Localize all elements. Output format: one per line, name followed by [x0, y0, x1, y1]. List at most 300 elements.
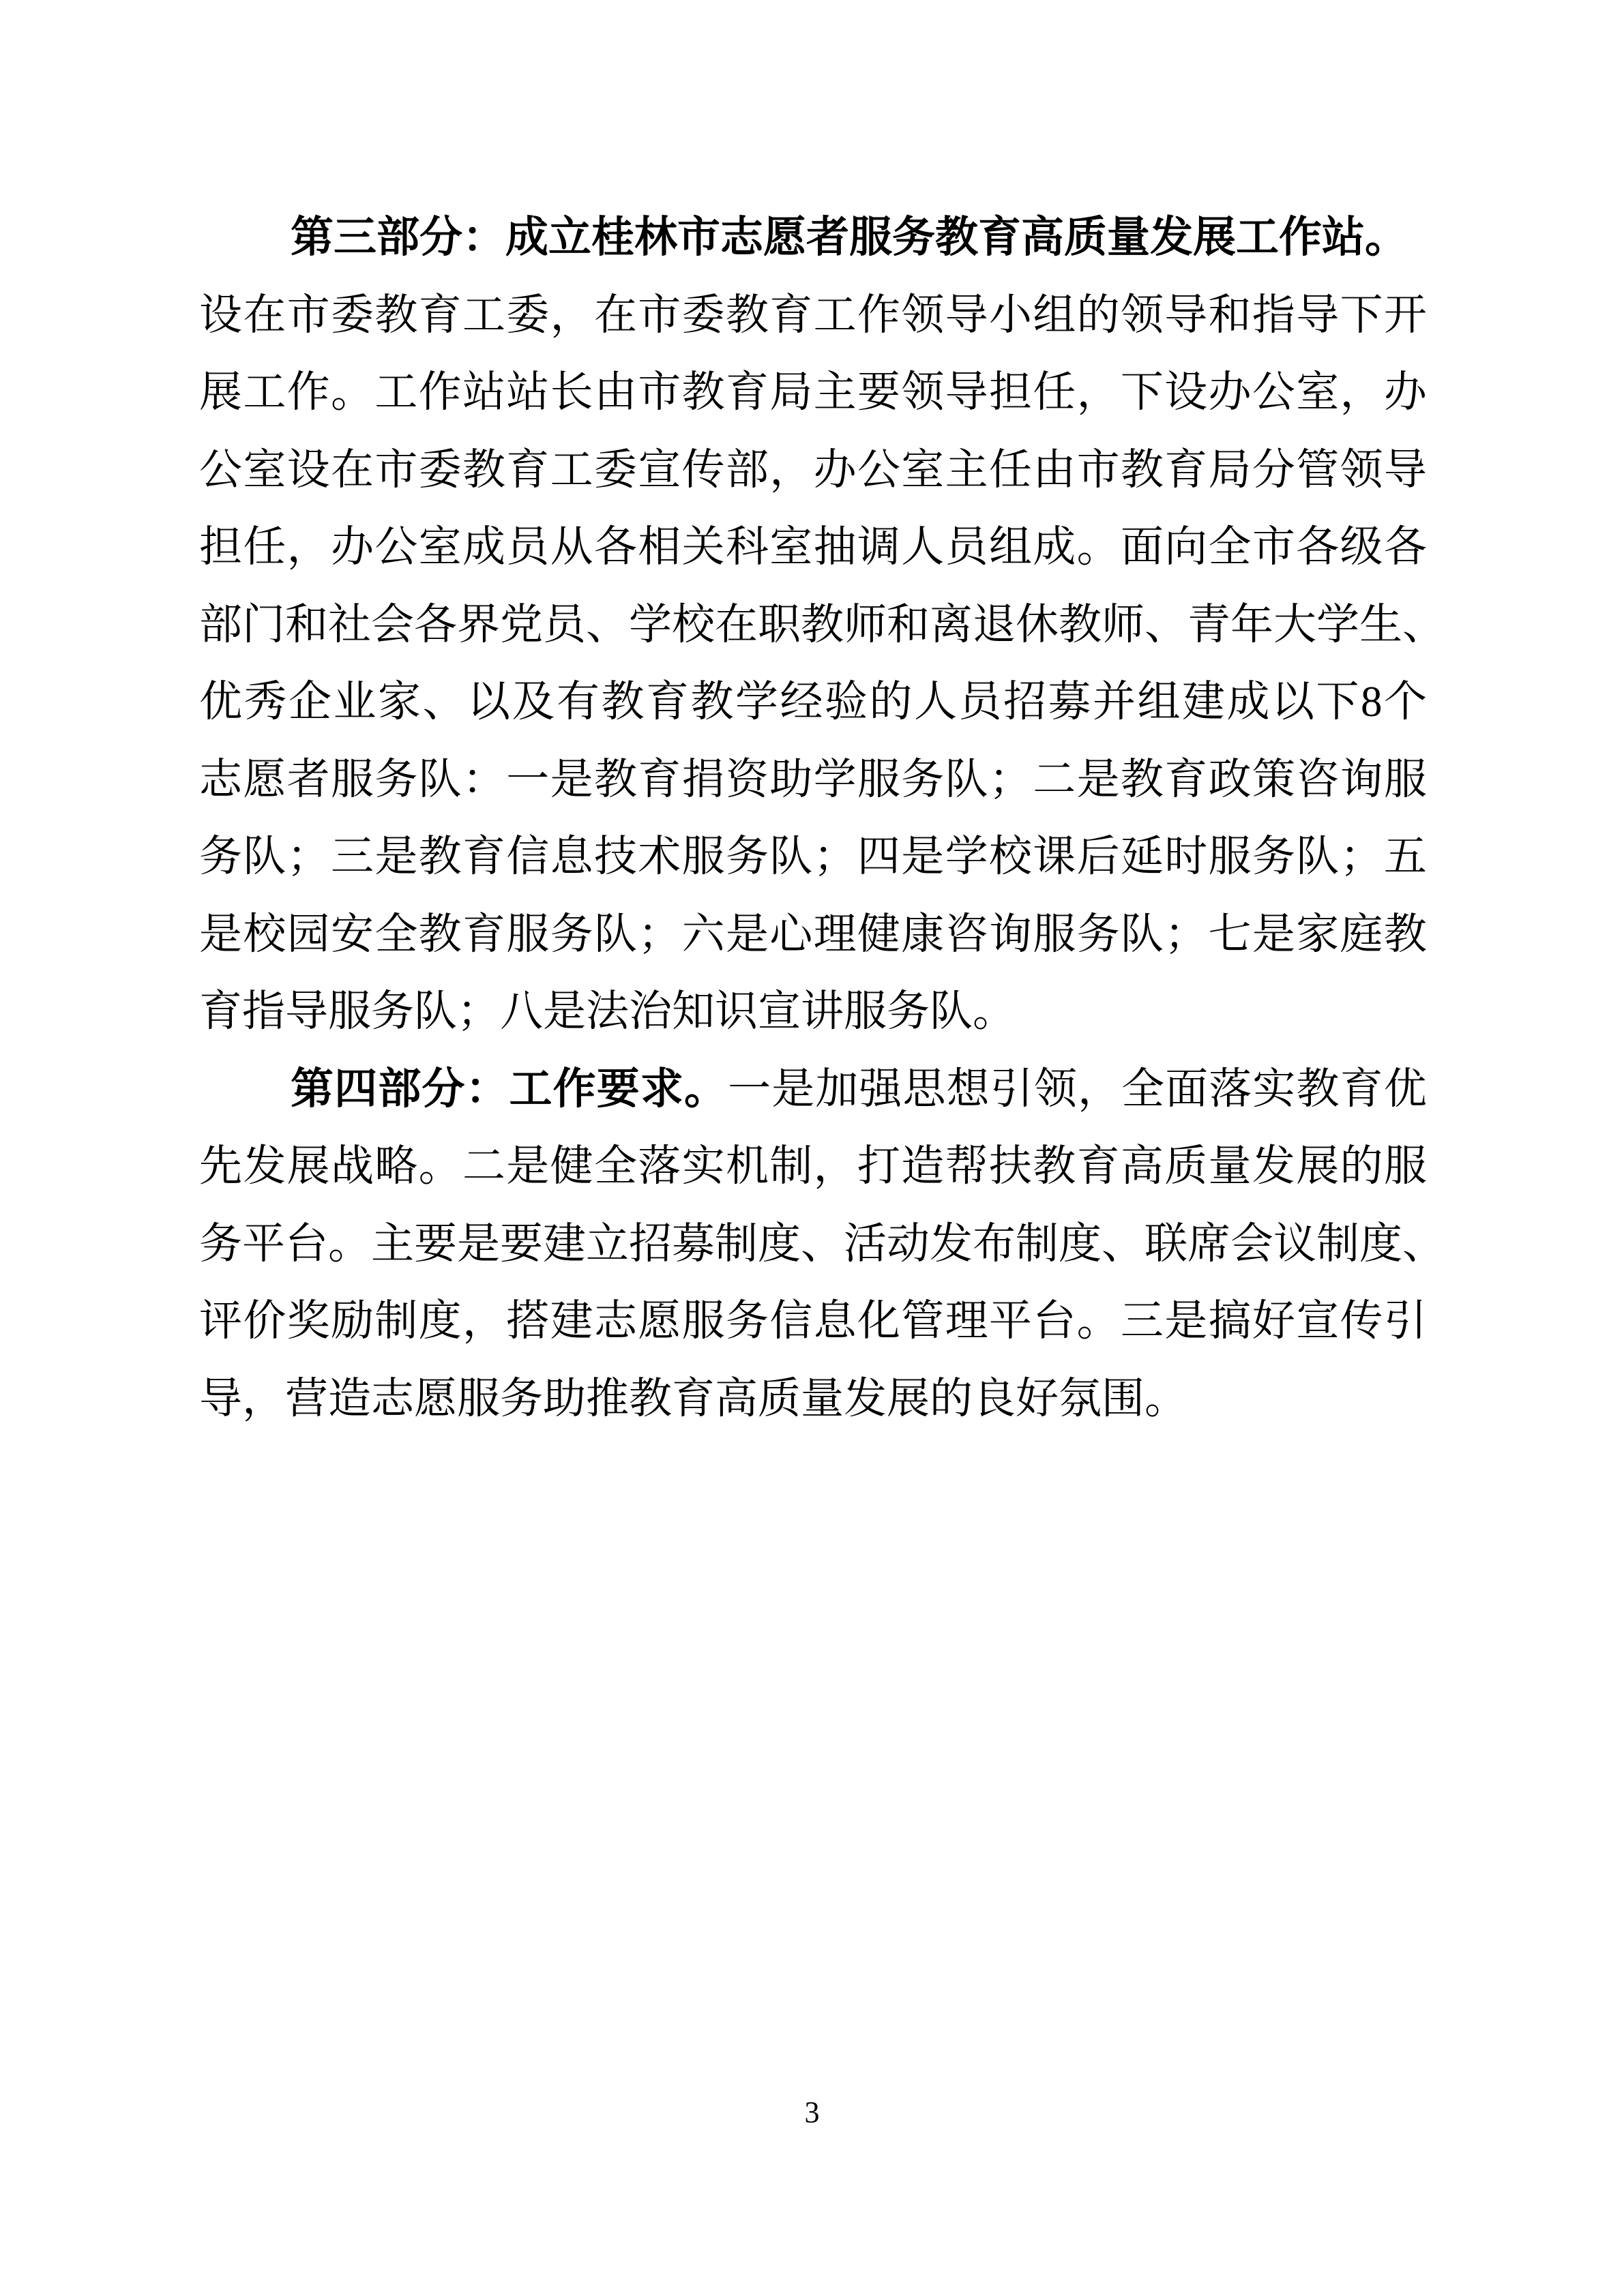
char: 业	[333, 678, 377, 726]
char: 成	[462, 523, 505, 571]
char: 、	[801, 1219, 844, 1268]
char: 工	[374, 368, 418, 417]
char: 委	[506, 290, 550, 339]
char: 局	[1208, 445, 1252, 494]
char: ；	[988, 755, 1032, 803]
char: 队	[418, 755, 462, 803]
text-line-2	[199, 277, 1427, 355]
char: 管	[1296, 445, 1340, 494]
char: 领	[1340, 445, 1383, 494]
char-bold: 桂	[591, 213, 634, 262]
char: 育	[1164, 445, 1208, 494]
char: 市	[286, 290, 330, 339]
char: 安	[330, 910, 374, 958]
char: 政	[1208, 755, 1252, 803]
char: 务	[1076, 910, 1120, 958]
char: 由	[593, 368, 637, 417]
char: 建	[1182, 678, 1225, 726]
char: 好	[1016, 1374, 1059, 1422]
char: 育	[725, 368, 769, 417]
char: 担	[988, 368, 1032, 417]
char: 的	[869, 678, 913, 726]
char: 主	[371, 1219, 414, 1268]
char: 是	[374, 833, 418, 881]
char: 队	[243, 833, 286, 881]
char-bold: 量	[1107, 213, 1150, 262]
char: 引	[990, 1064, 1033, 1113]
char: 的	[1340, 1142, 1383, 1191]
char: ；	[1164, 910, 1208, 958]
char: 捐	[681, 755, 725, 803]
char: 全	[1208, 523, 1252, 571]
char: 服	[506, 910, 550, 958]
char: 展	[887, 1374, 930, 1422]
char-bold: 市	[677, 213, 720, 262]
char: 育	[418, 290, 462, 339]
char: 导	[945, 368, 988, 417]
char: 下	[1120, 368, 1164, 417]
char: 全	[374, 910, 418, 958]
char: 作	[418, 368, 462, 417]
char: 动	[887, 1219, 930, 1268]
char: 社	[328, 600, 371, 648]
char: 队	[1296, 833, 1340, 881]
char: 站	[506, 368, 550, 417]
char: 打	[857, 1142, 900, 1191]
char: 在	[243, 290, 286, 339]
char: 教	[1383, 910, 1427, 958]
char-bold: 展	[1193, 213, 1236, 262]
text-line-7	[199, 664, 1427, 741]
char-bold: 者	[806, 213, 849, 262]
char: 一	[506, 755, 550, 803]
char: 委	[593, 445, 637, 494]
char: 秀	[243, 678, 287, 726]
char: 活	[844, 1219, 887, 1268]
char: 导	[199, 1374, 242, 1422]
char: 个	[1384, 678, 1427, 726]
char: 务	[550, 910, 593, 958]
char-bold: 站	[1322, 213, 1365, 262]
char: 务	[725, 833, 769, 881]
char: ，	[242, 1374, 285, 1422]
char: 委	[681, 290, 725, 339]
char: 教	[725, 290, 769, 339]
char: 的	[930, 1374, 973, 1422]
char: 理	[813, 910, 857, 958]
char: 化	[857, 1297, 900, 1345]
char: 志	[199, 755, 242, 803]
char: 是	[1164, 1297, 1208, 1345]
char: 大	[1273, 600, 1316, 648]
char: 愿	[243, 755, 286, 803]
char: 教	[1033, 1142, 1076, 1191]
char: 展	[286, 1142, 330, 1191]
char: 要	[500, 1219, 543, 1268]
char: 领	[901, 290, 945, 339]
char: ；	[1340, 833, 1383, 881]
char: 教	[801, 600, 844, 648]
char: 台	[285, 1219, 328, 1268]
char: ，	[1077, 1064, 1121, 1113]
char: 工	[550, 445, 593, 494]
char: 围	[1102, 1374, 1145, 1422]
char: 全	[1121, 1064, 1165, 1113]
char: 咨	[1296, 755, 1340, 803]
char: 要	[857, 368, 900, 417]
char: 志	[593, 1297, 637, 1345]
char-bold: 第	[291, 213, 334, 262]
char-bold: 。	[1365, 213, 1408, 262]
char-bold: 求	[640, 1064, 683, 1113]
char: 四	[857, 833, 900, 881]
char: 资	[725, 755, 769, 803]
char: 设	[199, 290, 242, 339]
char-bold: 第	[291, 1064, 334, 1113]
char: 管	[901, 1297, 945, 1345]
char: 落	[1209, 1064, 1252, 1113]
char: 制	[715, 1219, 758, 1268]
char: 育	[462, 910, 505, 958]
char: 、	[1402, 1219, 1445, 1268]
char: 良	[973, 1374, 1016, 1422]
text-line-4	[199, 432, 1427, 509]
char: 学	[1316, 600, 1359, 648]
char: 校	[988, 833, 1032, 881]
char: 育	[769, 290, 813, 339]
char: 以	[1271, 678, 1314, 726]
char: 心	[769, 910, 813, 958]
char: 校	[672, 600, 715, 648]
char: 室	[1296, 368, 1340, 417]
char: 。	[1076, 523, 1120, 571]
char: 室	[418, 523, 462, 571]
char-bold: 部	[378, 1064, 422, 1113]
char: 8	[1361, 678, 1383, 726]
char: 相	[638, 523, 681, 571]
char: 服	[457, 1374, 500, 1422]
text-line-10	[199, 896, 1427, 974]
char: 公	[199, 445, 242, 494]
char: 。	[330, 368, 374, 417]
char: 站	[462, 368, 505, 417]
char: 强	[859, 1064, 902, 1113]
char: 高	[1120, 1142, 1164, 1191]
char-bold: 愿	[763, 213, 806, 262]
char-bold: 林	[634, 213, 677, 262]
char: 助	[769, 755, 813, 803]
char: 略	[374, 1142, 418, 1191]
char: 制	[374, 1297, 418, 1345]
text-line-8	[199, 741, 1427, 819]
page-number: 3	[804, 2096, 820, 2129]
char: 帮	[945, 1142, 988, 1191]
text-line-13	[199, 1128, 1427, 1206]
char: 是	[901, 833, 945, 881]
char: 市	[374, 445, 418, 494]
char-bold: 四	[334, 1064, 378, 1113]
char: 是	[199, 910, 242, 958]
char: 年	[1230, 600, 1273, 648]
char: 是	[1252, 910, 1295, 958]
char: 员	[543, 600, 586, 648]
char: 务	[887, 987, 930, 1036]
char-bold: 质	[1064, 213, 1107, 262]
char: 奖	[286, 1297, 330, 1345]
char: 学	[813, 755, 857, 803]
char: 质	[1164, 1142, 1208, 1191]
char: 延	[1120, 833, 1164, 881]
char-bold: 立	[548, 213, 591, 262]
char: 学	[735, 678, 778, 726]
char: 、	[1402, 600, 1445, 648]
char: 招	[629, 1219, 672, 1268]
char: 青	[1187, 600, 1230, 648]
char: 五	[1383, 833, 1427, 881]
char: ；	[286, 833, 330, 881]
char: 康	[901, 910, 945, 958]
char: 搞	[1208, 1297, 1252, 1345]
char: 推	[586, 1374, 629, 1422]
char: 思	[902, 1064, 946, 1113]
char: 育	[199, 987, 242, 1036]
text-line-6	[199, 586, 1445, 664]
char: 八	[500, 987, 543, 1036]
char: 设	[286, 445, 330, 494]
char: 界	[457, 600, 500, 648]
char: 制	[1316, 1219, 1359, 1268]
text-line-12	[199, 1051, 1427, 1129]
char: 信	[506, 833, 550, 881]
char: 务	[199, 833, 242, 881]
char: 员	[506, 523, 550, 571]
char: 队	[414, 987, 457, 1036]
char: 关	[681, 523, 725, 571]
char: 园	[286, 910, 330, 958]
char: 员	[945, 523, 988, 571]
char: 调	[857, 523, 900, 571]
char: 主	[813, 368, 857, 417]
char: ，	[286, 523, 330, 571]
char: 募	[1048, 678, 1091, 726]
char: 及	[512, 678, 555, 726]
text-line-16	[199, 1360, 1187, 1438]
char: 落	[638, 1142, 681, 1191]
char: 二	[462, 1142, 505, 1191]
char: 三	[1120, 1297, 1164, 1345]
char: 高	[715, 1374, 758, 1422]
char-bold: 发	[1150, 213, 1193, 262]
char: 、	[422, 678, 466, 726]
char: 下	[1340, 290, 1383, 339]
char: 发	[243, 1142, 286, 1191]
char: 台	[1033, 1297, 1076, 1345]
char: 教	[690, 678, 734, 726]
char: 法	[586, 987, 629, 1036]
char: 师	[1102, 600, 1145, 648]
char: 制	[1016, 1219, 1059, 1268]
char: 办	[1208, 368, 1252, 417]
char: 抽	[813, 523, 857, 571]
char: 度	[1059, 1219, 1102, 1268]
char: 队	[945, 755, 988, 803]
char: 设	[1164, 368, 1208, 417]
char-bold: 分	[419, 213, 462, 262]
char: 离	[930, 600, 973, 648]
char: 助	[543, 1374, 586, 1422]
text-body	[199, 199, 1445, 1437]
char: ；	[638, 910, 681, 958]
char: 实	[681, 1142, 725, 1191]
char-bold: 三	[334, 213, 377, 262]
char: 是	[543, 987, 586, 1036]
char: 小	[988, 290, 1032, 339]
char-bold: 服	[849, 213, 892, 262]
char: ，	[813, 1142, 857, 1191]
char: 各	[414, 600, 457, 648]
char: 市	[638, 368, 681, 417]
text-line-9	[199, 818, 1427, 896]
text-line-15	[199, 1283, 1427, 1360]
char: 教	[462, 445, 505, 494]
char: 量	[1208, 1142, 1252, 1191]
char: 领	[901, 368, 945, 417]
char: 服	[328, 987, 371, 1036]
char: 师	[844, 600, 887, 648]
char: 在	[330, 445, 374, 494]
char: 联	[1145, 1219, 1187, 1268]
char: 公	[857, 445, 900, 494]
char: 是	[457, 1219, 500, 1268]
char-bold: ：	[465, 1064, 509, 1113]
char: 家	[1296, 910, 1340, 958]
char: 市	[638, 290, 681, 339]
char: ，	[1076, 368, 1120, 417]
char: 好	[1252, 1297, 1295, 1345]
char: 服	[1383, 1142, 1427, 1191]
char: 导	[1383, 445, 1427, 494]
char: 布	[973, 1219, 1016, 1268]
char: 扶	[988, 1142, 1032, 1191]
char: 会	[1230, 1219, 1273, 1268]
char: 是	[506, 1142, 550, 1191]
char: 长	[550, 368, 593, 417]
char: 委	[418, 445, 462, 494]
char: 验	[825, 678, 868, 726]
char: 育	[1076, 1142, 1120, 1191]
char: 生	[1359, 600, 1402, 648]
char: 各	[1383, 523, 1427, 571]
char-bold: 部	[377, 213, 419, 262]
char-bold: 分	[422, 1064, 465, 1113]
char: 氛	[1059, 1374, 1102, 1422]
char: 并	[1093, 678, 1136, 726]
char: 局	[769, 368, 813, 417]
char: 组	[1033, 290, 1076, 339]
char: 。	[973, 987, 1016, 1036]
char: 度	[1359, 1219, 1402, 1268]
char: 门	[242, 600, 285, 648]
char: 造	[901, 1142, 945, 1191]
char: 愿	[638, 1297, 681, 1345]
text-line-14	[199, 1206, 1445, 1283]
char: 立	[586, 1219, 629, 1268]
char: 组	[1137, 678, 1181, 726]
char: 传	[681, 445, 725, 494]
char: 务	[901, 755, 945, 803]
char-bold: 作	[552, 1064, 596, 1113]
char: 课	[1033, 833, 1076, 881]
char: 教	[629, 1374, 672, 1422]
char: 经	[780, 678, 823, 726]
char-bold: 教	[935, 213, 978, 262]
char: 识	[715, 987, 758, 1036]
char-bold: 高	[1021, 213, 1064, 262]
char: 从	[550, 523, 593, 571]
char: 询	[1340, 755, 1383, 803]
char: 任	[1033, 368, 1076, 417]
char: 委	[330, 290, 374, 339]
char: 在	[593, 290, 637, 339]
char: 服	[857, 755, 900, 803]
char: 健	[550, 1142, 593, 1191]
char-bold: ：	[462, 213, 505, 262]
char: 导	[285, 987, 328, 1036]
char: 教	[418, 833, 462, 881]
char: 服	[681, 833, 725, 881]
char: 者	[286, 755, 330, 803]
char: 队	[593, 910, 637, 958]
char: 部	[199, 600, 242, 648]
char: 治	[629, 987, 672, 1036]
char: 有	[557, 678, 600, 726]
char: 任	[988, 445, 1032, 494]
char: 室	[243, 445, 286, 494]
char: 学	[945, 833, 988, 881]
char: 优	[1383, 1064, 1427, 1113]
char: 传	[1340, 1297, 1383, 1345]
text-line-11	[199, 973, 1016, 1051]
char: 六	[681, 910, 725, 958]
char: 评	[199, 1297, 242, 1345]
char: 服	[1033, 910, 1076, 958]
char: 先	[199, 1142, 242, 1191]
text-line-3	[199, 354, 1427, 432]
char: 工	[462, 290, 505, 339]
char: 质	[758, 1374, 801, 1422]
char: 建	[543, 1219, 586, 1268]
char: 席	[1187, 1219, 1230, 1268]
char: 办	[813, 445, 857, 494]
char-bold: 要	[596, 1064, 640, 1113]
char: 队	[930, 987, 973, 1036]
char: 由	[1033, 445, 1076, 494]
char: 服	[330, 755, 374, 803]
char: 建	[550, 1297, 593, 1345]
char: ，	[462, 1297, 505, 1345]
char: 教	[1120, 445, 1164, 494]
char: 级	[1340, 523, 1383, 571]
char: ，	[550, 290, 593, 339]
char: 制	[769, 1142, 813, 1191]
char: 务	[1252, 833, 1295, 881]
char: 党	[500, 600, 543, 648]
char: 务	[725, 1297, 769, 1345]
char: 务	[500, 1374, 543, 1422]
char: ，	[1340, 368, 1383, 417]
char: 服	[844, 987, 887, 1036]
char: 咨	[945, 910, 988, 958]
